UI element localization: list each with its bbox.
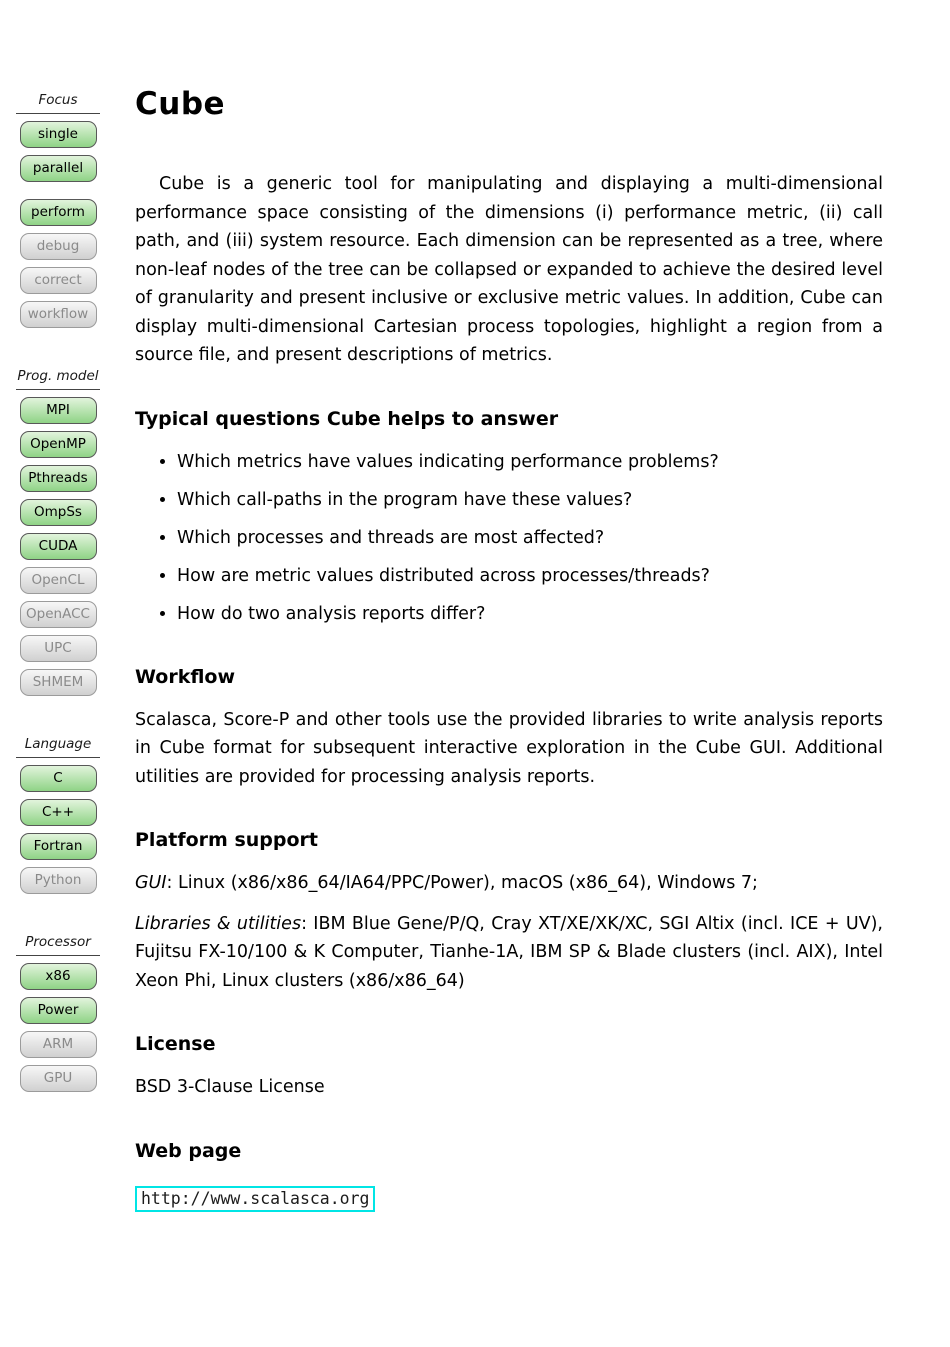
badge-correct: correct: [20, 267, 97, 294]
badge-pthreads: Pthreads: [20, 465, 97, 492]
page-title: Cube: [135, 86, 226, 122]
badge-workflow: workflow: [20, 301, 97, 328]
section-heading-platform: Platform support: [135, 829, 318, 851]
question-item: • How are metric values distributed across processes/threads?: [177, 562, 883, 590]
platform-gui-text: : Linux (x86/x86_64/IA64/PPC/Power), macOS (x86_64), Windows 7;: [166, 873, 758, 893]
badge-single: single: [20, 121, 97, 148]
workflow-paragraph: Scalasca, Score-P and other tools use the provided libraries to write analysis reports in Cube format for subsequent interactive exploration in the Cube GUI. Additional utilities are provided for processing analysis reports.: [135, 709, 883, 787]
question-item: • How do two analysis reports differ?: [177, 600, 883, 628]
platform-gui-label: GUI: [135, 873, 167, 893]
badge-shmem: SHMEM: [20, 669, 97, 696]
badge-ompss: OmpSs: [20, 499, 97, 526]
sidebar-group-label: Focus: [16, 92, 100, 114]
badge-openacc: OpenACC: [20, 601, 97, 628]
sidebar-group-label: Language: [16, 736, 100, 758]
badge-debug: debug: [20, 233, 97, 260]
section-heading-webpage: Web page: [135, 1139, 242, 1162]
webpage-link[interactable]: http://www.scalasca.org: [135, 1186, 375, 1212]
question-item: • Which processes and threads are most affected?: [177, 524, 883, 552]
badge-upc: UPC: [20, 635, 97, 662]
license-text: BSD 3-Clause License: [135, 1077, 325, 1097]
platform-gui-paragraph: [135, 869, 883, 898]
section-heading-license: License: [135, 1033, 216, 1055]
badge-x86: x86: [20, 963, 97, 990]
sidebar-group-language: [16, 736, 100, 894]
question-item: • Which call-paths in the program have these values?: [177, 486, 883, 514]
badge-arm: ARM: [20, 1031, 97, 1058]
badge-c: C: [20, 765, 97, 792]
badge-perform: perform: [20, 199, 97, 226]
platform-libraries-paragraph: [135, 910, 883, 996]
sidebar: [16, 92, 100, 1132]
platform-libraries-label: Libraries & utilities: [135, 913, 302, 934]
badge-mpi: MPI: [20, 397, 97, 424]
badge-gpu: GPU: [20, 1065, 97, 1092]
badge-c-: C++: [20, 799, 97, 826]
questions-list: [135, 448, 883, 628]
badge-cuda: CUDA: [20, 533, 97, 560]
badge-opencl: OpenCL: [20, 567, 97, 594]
badge-openmp: OpenMP: [20, 431, 97, 458]
sidebar-group-prog-model: [16, 368, 100, 696]
main-content: [135, 86, 883, 1212]
section-heading-workflow: Workflow: [135, 665, 236, 688]
badge-python: Python: [20, 867, 97, 894]
badge-fortran: Fortran: [20, 833, 97, 860]
section-heading-questions: Typical questions Cube helps to answer: [135, 407, 559, 430]
sidebar-group-label: Prog. model: [16, 368, 100, 390]
question-item: • Which metrics have values indicating performance problems?: [177, 448, 883, 476]
sidebar-group-processor: [16, 934, 100, 1092]
platform-libraries-text: : IBM Blue Gene/P/Q, Cray XT/XE/XK/XC, SGI Altix (incl. ICE + UV), Fujitsu FX-10/100 & K Computer, Tianhe-1A, IBM SP & Blade clusters (incl. AIX), Intel Xeon Phi, Linux clusters (x86/x86_64): [135, 913, 883, 991]
sidebar-group-label: Processor: [16, 934, 100, 956]
badge-parallel: parallel: [20, 155, 97, 182]
sidebar-group-focus: [16, 92, 100, 328]
badge-power: Power: [20, 997, 97, 1024]
intro-paragraph: Cube is a generic tool for manipulating and displaying a multi-dimensional performance space consisting of the dimensions (i) performance metric, (ii) call path, and (iii) system resource. Each dimension can be represented as a tree, where non-leaf nodes of the tree can be collapsed or expanded to achieve the desired level of granularity and present inclusive or exclusive metric values. In addition, Cube can display multi-dimensional Cartesian process topologies, highlight a region from a source file, and present descriptions of metrics.: [135, 174, 883, 365]
